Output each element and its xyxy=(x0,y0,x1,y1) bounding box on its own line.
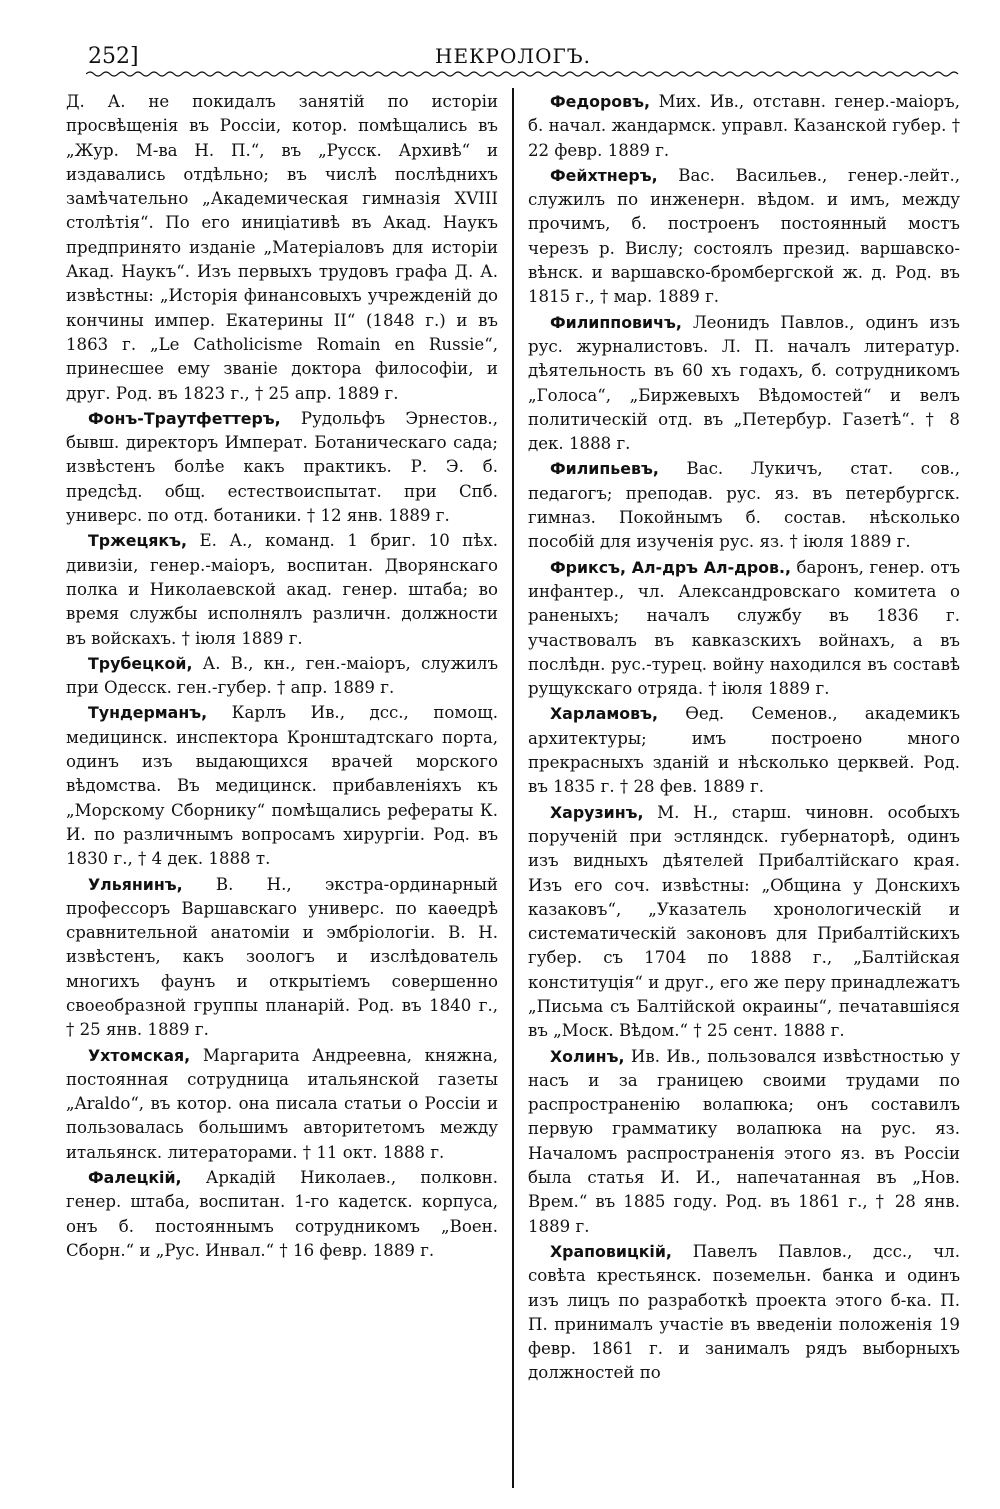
entry xyxy=(66,1044,498,1165)
left-column xyxy=(66,78,512,1488)
entry-name: Тундерманъ, xyxy=(88,703,208,723)
entry-name: Фейхтнеръ, xyxy=(550,165,658,185)
entry-text: Е. А., команд. 1 бриг. 10 пѣх. дивизіи, генер.-маіоръ, воспитан. Дворянскаго полка и Николаевской акад. генер. штаба; во время службы исполнялъ различн. должности въ войскахъ. † іюля 1889 г. xyxy=(66,531,498,648)
entry-name: Ухтомская, xyxy=(88,1045,191,1065)
entry-name: Ульянинъ, xyxy=(88,874,183,894)
entry-name: Фриксъ, Ал-дръ Ал-дров., xyxy=(550,557,792,577)
two-column-body xyxy=(66,78,960,1488)
entry-text: Вас. Лукичъ, стат. сов., педагогъ; преподав. рус. яз. въ петербургск. гимназ. Покойнымъ б. состав. нѣсколько пособій для изученія рус. яз. † іюля 1889 г. xyxy=(528,459,960,552)
entry-text: Д. А. не покидалъ занятій по исторіи просвѣщенія въ Россіи, котор. помѣщались въ „Жур. М-ва Н. П.“, въ „Русск. Архивѣ“ и издавались отдѣльно; въ числѣ послѣднихъ замѣчательно „Академическая гимназія XVIII столѣтія“. По его иниціативѣ въ Акад. Наукъ предпринято изданіе „Матеріаловъ для исторіи Акад. Наукъ“. Изъ первыхъ трудовъ графа Д. А. извѣстны: „Исторія финансовыхъ учрежденій до кончины импер. Екатерины II“ (1848 г.) и въ 1863 г. „Le Catholicisme Romain en Russie“, принесшее ему званіе доктора философіи, и друг. Род. въ 1823 г., † 25 апр. 1889 г. xyxy=(66,92,498,403)
entry xyxy=(66,652,498,701)
entry xyxy=(528,457,960,554)
entry-text: Ѳед. Семенов., академикъ архитектуры; имъ построено много прекрасныхъ зданій и нѣсколько церквей. Род. въ 1835 г. † 28 фев. 1889 г. xyxy=(528,704,960,797)
right-column xyxy=(514,78,960,1488)
entry-name: Фонъ-Траутфеттеръ, xyxy=(88,408,281,428)
page-number: 252] xyxy=(88,44,139,69)
entry-text: Павелъ Павлов., дсс., чл. совѣта крестьянск. поземельн. банка и одинъ изъ лицъ по разработкѣ проекта этого б-ка. П. П. принималъ участіе въ введеніи положенія 19 февр. 1861 г. и занималъ рядъ выборныхъ должностей по xyxy=(528,1241,960,1383)
entry-name: Филипповичъ, xyxy=(550,312,682,332)
entry-text: Маргарита Андреевна, княжна, постоянная сотрудница итальянской газеты „Araldo“, въ котор. она писала статьи о Россіи и пользовалась большимъ авторитетомъ между итальянск. литераторами. † 11 окт. 1888 г. xyxy=(66,1045,498,1162)
entry-name: Храповицкій, xyxy=(550,1241,672,1261)
entry xyxy=(528,556,960,702)
entry-text: Леонидъ Павлов., одинъ изъ рус. журналистовъ. Л. П. началъ литератур. дѣятельность въ 60 хъ годахъ, б. сотрудникомъ „Голоса“, „Биржевыхъ Вѣдомостей“ и велъ политическій отд. въ „Петербур. Газетѣ“. † 8 дек. 1888 г. xyxy=(528,312,960,454)
entry-name: Федоровъ, xyxy=(550,92,651,111)
entry xyxy=(528,164,960,310)
entry-name: Филипьевъ, xyxy=(550,459,659,479)
entry xyxy=(528,801,960,1044)
entry-name: Тржецякъ, xyxy=(88,531,187,551)
entry xyxy=(66,701,498,871)
entry-text: Ив. Ив., пользовался извѣстностью у насъ и за границею своими трудами по распространенію волапюка; онъ составилъ первую грамматику волапюка на рус. яз. Началомъ распространенія этого яз. въ Россіи была статья И. И., напечатанная въ „Нов. Врем.“ въ 1885 году. Род. въ 1861 г., † 28 янв. 1889 г. xyxy=(528,1046,960,1236)
entry xyxy=(528,311,960,457)
entry xyxy=(528,1045,960,1239)
wavy-rule xyxy=(86,70,960,78)
entry-text: Карлъ Ив., дсс., помощ. медицинск. инспектора Кронштадтскаго порта, одинъ изъ выдающихся врачей морского вѣдомства. Въ медицинск. прибавленіяхъ къ „Морскому Сборнику“ помѣщались рефераты К. И. по различнымъ вопросамъ хирургіи. Род. въ 1830 г., † 4 дек. 1888 т. xyxy=(66,703,498,869)
entry xyxy=(528,1240,960,1386)
entry-text: Рудольфъ Эрнестов., бывш. директоръ Императ. Ботаническаго сада; извѣстенъ болѣе какъ практикъ. Р. Э. б. предсѣд. общ. естествоиспытат. при Спб. универс. по отд. ботаники. † 12 янв. 1889 г. xyxy=(66,408,498,526)
entry xyxy=(66,529,498,650)
page-header xyxy=(66,0,960,78)
entry-text: М. Н., старш. чиновн. особыхъ порученій при эстляндск. губернаторѣ, одинъ изъ видныхъ дѣятелей Прибалтійскаго края. Изъ его соч. извѣстны: „Община у Донскихъ казаковъ“, „Указатель хронологическій и систематическій законовъ для Прибалтійскихъ губер. съ 1704 по 1888 г., „Балтійская конституція“ и друг., его же перу принадлежатъ „Письма съ Балтійской окраины“, печатавшіяся въ „Моск. Вѣдом.“ † 25 сент. 1888 г. xyxy=(528,802,960,1041)
entry xyxy=(66,873,498,1043)
entry-name: Харламовъ, xyxy=(550,704,659,724)
entry xyxy=(66,1166,498,1263)
entry-text: Мих. Ив., отставн. генер.-маіоръ, б. начал. жандармск. управл. Казанской губер. † 22 февр. 1889 г. xyxy=(528,92,960,160)
running-title: НЕКРОЛОГЪ. xyxy=(435,44,591,68)
entry xyxy=(66,90,498,406)
entry-text: А. В., кн., ген.-маіоръ, служилъ при Одесск. ген.-губер. † апр. 1889 г. xyxy=(66,653,498,698)
entry-text: Аркадій Николаев., полковн. генер. штаба, воспитан. 1-го кадетск. корпуса, онъ б. постояннымъ сотрудникомъ „Воен. Сборн.“ и „Рус. Инвал.“ † 16 февр. 1889 г. xyxy=(66,1168,498,1260)
entry-text: Вас. Васильев., генер.-лейт., служилъ по инженерн. вѣдом. и имъ, между прочимъ, б. построенъ постоянный мостъ черезъ р. Вислу; состоялъ презид. варшавско-вѣнск. и варшавско-бромбергской ж. д. Род. въ 1815 г., † мар. 1889 г. xyxy=(528,165,960,307)
entry-text: баронъ, генер. отъ инфантер., чл. Александровскаго комитета о раненыхъ; началъ службу въ 1836 г. участвовалъ въ кавказскихъ войнахъ, а въ послѣдн. рус.-турец. войну находился въ составѣ рущукскаго отряда. † іюля 1889 г. xyxy=(528,557,960,699)
entry-text: В. Н., экстра-ординарный профессоръ Варшавскаго универс. по каѳедрѣ сравнительной анатоміи и эмбріологіи. В. Н. извѣстенъ, какъ зоологъ и изслѣдователь многихъ фаунъ и открытіемъ совершенно своеобразной группы планарій. Род. въ 1840 г., † 25 янв. 1889 г. xyxy=(66,874,498,1040)
entry-name: Трубецкой, xyxy=(88,653,193,673)
entry-name: Холинъ, xyxy=(550,1046,625,1066)
entry xyxy=(528,702,960,799)
entry-name: Фалецкій, xyxy=(88,1168,182,1188)
entry-name: Харузинъ, xyxy=(550,802,644,822)
entry xyxy=(66,407,498,528)
entry xyxy=(528,90,960,163)
